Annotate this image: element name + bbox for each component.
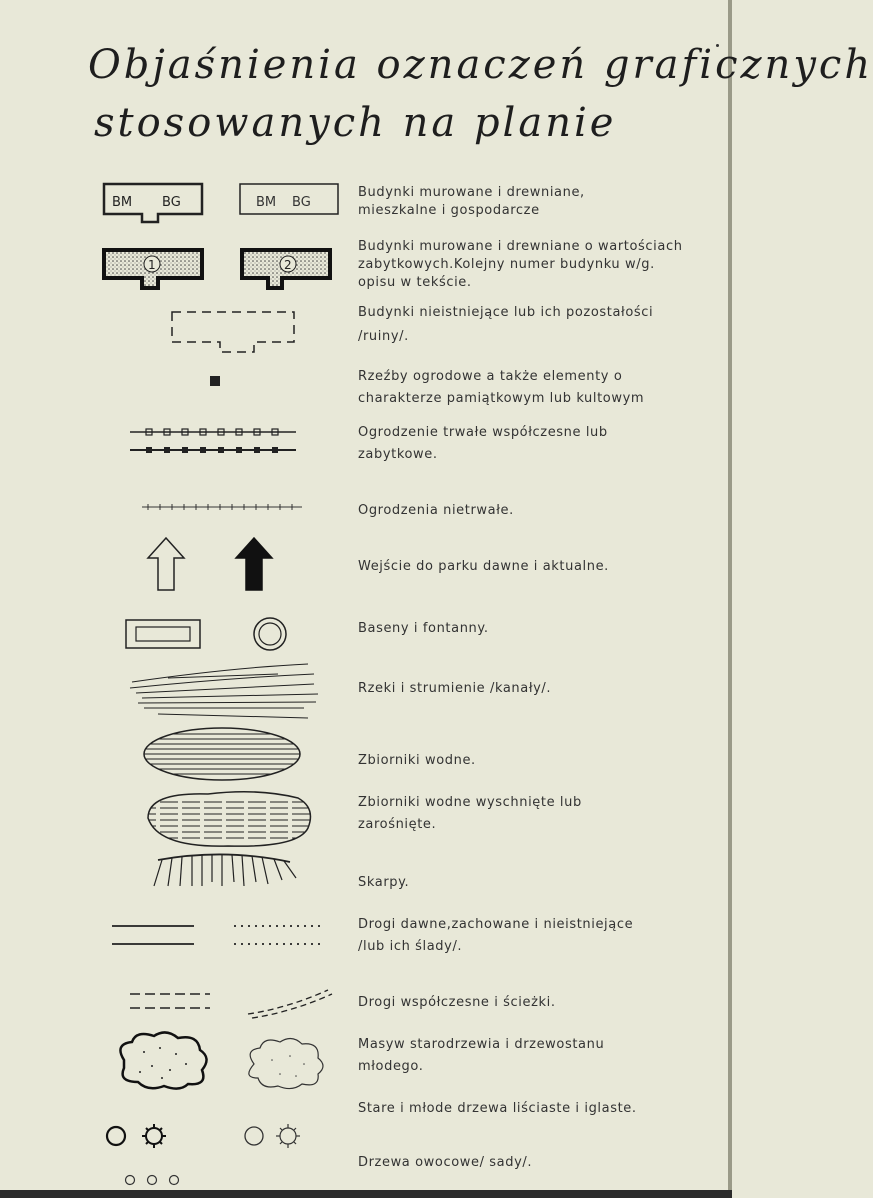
symbol-label-bg-wood: BG: [292, 195, 311, 210]
river-symbol: [128, 660, 324, 720]
legend-desc-tree-masses: Masyw starodrzewia i drzewostanu młodego.: [358, 1037, 605, 1074]
legend-desc-buildings: Budynki murowane i drewniane, mieszkalne i gospodarcze: [358, 185, 585, 218]
tree-mass-symbols: [114, 1030, 334, 1094]
legend-desc-rivers: Rzeki i strumienie /kanały/.: [358, 681, 552, 696]
legend-desc-reservoirs: Zbiorniki wodne.: [358, 753, 476, 768]
legend-desc-entrances: Wejście do parku dawne i aktualne.: [358, 559, 609, 574]
legend-desc-reservoirs-dry: Zbiorniki wodne wyschnięte lub zarośnięte.: [358, 795, 582, 832]
page-title-line-2: stosowanych na planie: [94, 100, 617, 146]
building-number-2: 2: [284, 258, 292, 272]
temporary-fence-symbol: [142, 500, 306, 514]
symbol-label-bg: BG: [162, 195, 181, 210]
legend-desc-sculptures: Rzeźby ogrodowe a także elementy o charakterze pamiątkowym lub kultowym: [358, 369, 645, 406]
legend-desc-historic-buildings: Budynki murowane i drewniane o wartościach zabytkowych.Kolejny numer budynku w/g. opisu w tekście.: [358, 239, 683, 290]
legend-desc-fences-temporary: Ogrodzenia nietrwałe.: [358, 503, 514, 518]
reservoir-symbol: [138, 724, 308, 784]
fountain-inner: [259, 623, 281, 645]
permanent-fence-symbol: [130, 424, 300, 460]
legend-desc-roads-current: Drogi współczesne i ścieżki.: [358, 995, 556, 1010]
symbol-label-bm: BM: [112, 195, 133, 210]
pool-symbols: [124, 614, 294, 654]
symbol-label-bm-wood: BM: [256, 195, 277, 210]
page-title-line-1: Objaśnienia oznaczeń graficznych: [88, 42, 873, 88]
historic-building-symbols: [100, 244, 340, 296]
scan-edge: [0, 1190, 732, 1198]
page-edge: [728, 0, 732, 1198]
young-coniferous-tree: [276, 1124, 300, 1148]
fruit-tree-symbol: [120, 1170, 190, 1190]
legend-desc-roads-old: Drogi dawne,zachowane i nieistniejące /lub ich ślady/.: [358, 917, 634, 954]
slope-symbol: [150, 852, 300, 892]
young-deciduous-tree: [245, 1127, 263, 1145]
ruin-symbol: [168, 306, 304, 358]
legend-desc-trees: Stare i młode drzewa liściaste i iglaste.: [358, 1101, 637, 1116]
sculpture-symbol: [210, 376, 220, 386]
legend-desc-fruit-trees: Drzewa owocowe/ sady/.: [358, 1155, 533, 1170]
old-coniferous-tree: [142, 1124, 166, 1148]
legend-desc-slopes: Skarpy.: [358, 875, 410, 890]
building-symbols: [100, 180, 320, 232]
legend-desc-fences-permanent: Ogrodzenie trwałe współczesne lub zabytkowe.: [358, 425, 608, 462]
entrance-symbols: [146, 536, 286, 592]
old-deciduous-tree: [107, 1127, 125, 1145]
tree-symbols: [104, 1118, 324, 1152]
legend-desc-ruins: Budynki nieistniejące lub ich pozostałości /ruiny/.: [358, 305, 654, 344]
dry-reservoir-symbol: [138, 788, 318, 852]
current-entrance-arrow: [236, 538, 272, 590]
old-entrance-arrow: [148, 538, 184, 590]
building-number-1: 1: [148, 258, 156, 272]
old-road-symbols: [110, 920, 326, 950]
legend-desc-pools: Baseny i fontanny.: [358, 621, 489, 636]
current-road-symbols: [128, 984, 338, 1020]
